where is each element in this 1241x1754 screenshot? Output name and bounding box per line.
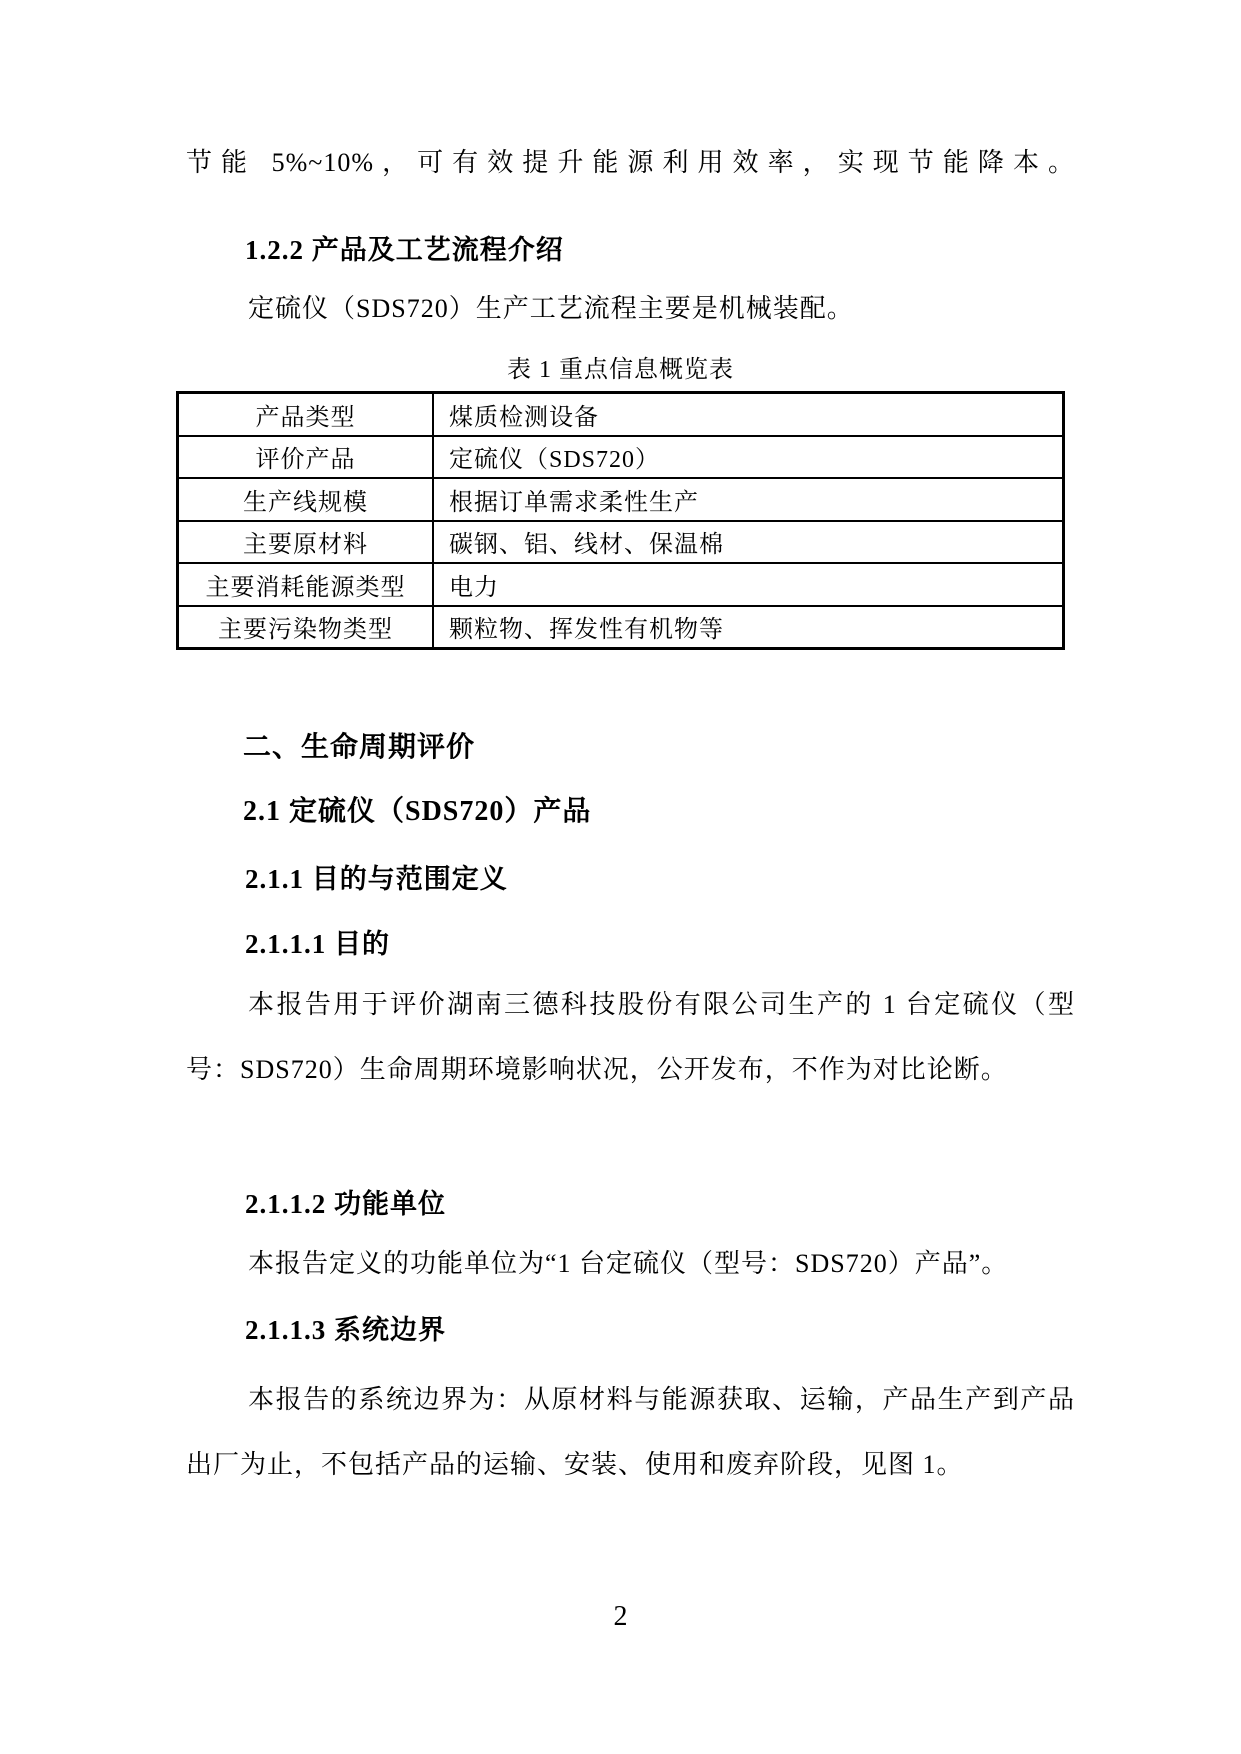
table-row-evaluated-product — [178, 436, 1064, 479]
heading-2-1-1-1-goal: 2.1.1.1 目的 — [245, 929, 390, 959]
heading-2-1-1-3-system-boundary: 2.1.1.3 系统边界 — [245, 1315, 446, 1345]
paragraph-continuation-energy-saving: 节能 5%~10%，可有效提升能源利用效率，实现节能降本。 — [186, 148, 1075, 177]
table-row-production-line-scale — [178, 478, 1064, 521]
table-row-main-raw-materials — [178, 521, 1064, 564]
paragraph-1-2-2-process: 定硫仪（SDS720）生产工艺流程主要是机械装配。 — [248, 294, 854, 323]
paragraph-2-1-1-3-system-boundary: 本报告的系统边界为：从原材料与能源获取、运输，产品生产到产品出厂为止，不包括产品的运输、安装、使用和废弃阶段，见图 1。 — [186, 1385, 1075, 1479]
heading-2-1-1-2-functional-unit: 2.1.1.2 功能单位 — [245, 1189, 446, 1219]
page-number: 2 — [613, 1601, 628, 1632]
table-value-cell: 颗粒物、挥发性有机物等 — [433, 606, 1064, 649]
table-label-cell: 主要污染物类型 — [178, 606, 434, 649]
key-info-table — [176, 391, 1065, 650]
table-value-cell: 电力 — [433, 563, 1064, 606]
heading-1-2-2-product-process-intro: 1.2.2 产品及工艺流程介绍 — [245, 235, 564, 265]
table-1-caption: 表 1 重点信息概览表 — [507, 357, 734, 383]
table-value-cell: 定硫仪（SDS720） — [433, 436, 1064, 479]
table-value-cell: 煤质检测设备 — [433, 393, 1064, 436]
table-row-product-type — [178, 393, 1064, 436]
paragraph-2-1-1-2-functional-unit: 本报告定义的功能单位为“1 台定硫仪（型号：SDS720）产品”。 — [248, 1249, 1009, 1278]
table-label-cell: 主要消耗能源类型 — [178, 563, 434, 606]
paragraph-2-1-1-1-goal: 本报告用于评价湖南三德科技股份有限公司生产的 1 台定硫仪（型号：SDS720）生命周期环境影响状况，公开发布，不作为对比论断。 — [186, 990, 1075, 1084]
table-label-cell: 主要原材料 — [178, 521, 434, 564]
heading-2-1-1-goal-and-scope: 2.1.1 目的与范围定义 — [245, 864, 508, 894]
table-value-cell: 碳钢、铝、线材、保温棉 — [433, 521, 1064, 564]
table-row-main-energy-type — [178, 563, 1064, 606]
table-label-cell: 评价产品 — [178, 436, 434, 479]
table-label-cell: 产品类型 — [178, 393, 434, 436]
heading-2-life-cycle-assessment: 二、生命周期评价 — [243, 732, 476, 763]
table-value-cell: 根据订单需求柔性生产 — [433, 478, 1064, 521]
heading-2-1-sulfur-analyzer-product: 2.1 定硫仪（SDS720）产品 — [243, 796, 592, 827]
table-row-main-pollutant-type — [178, 606, 1064, 649]
table-label-cell: 生产线规模 — [178, 478, 434, 521]
